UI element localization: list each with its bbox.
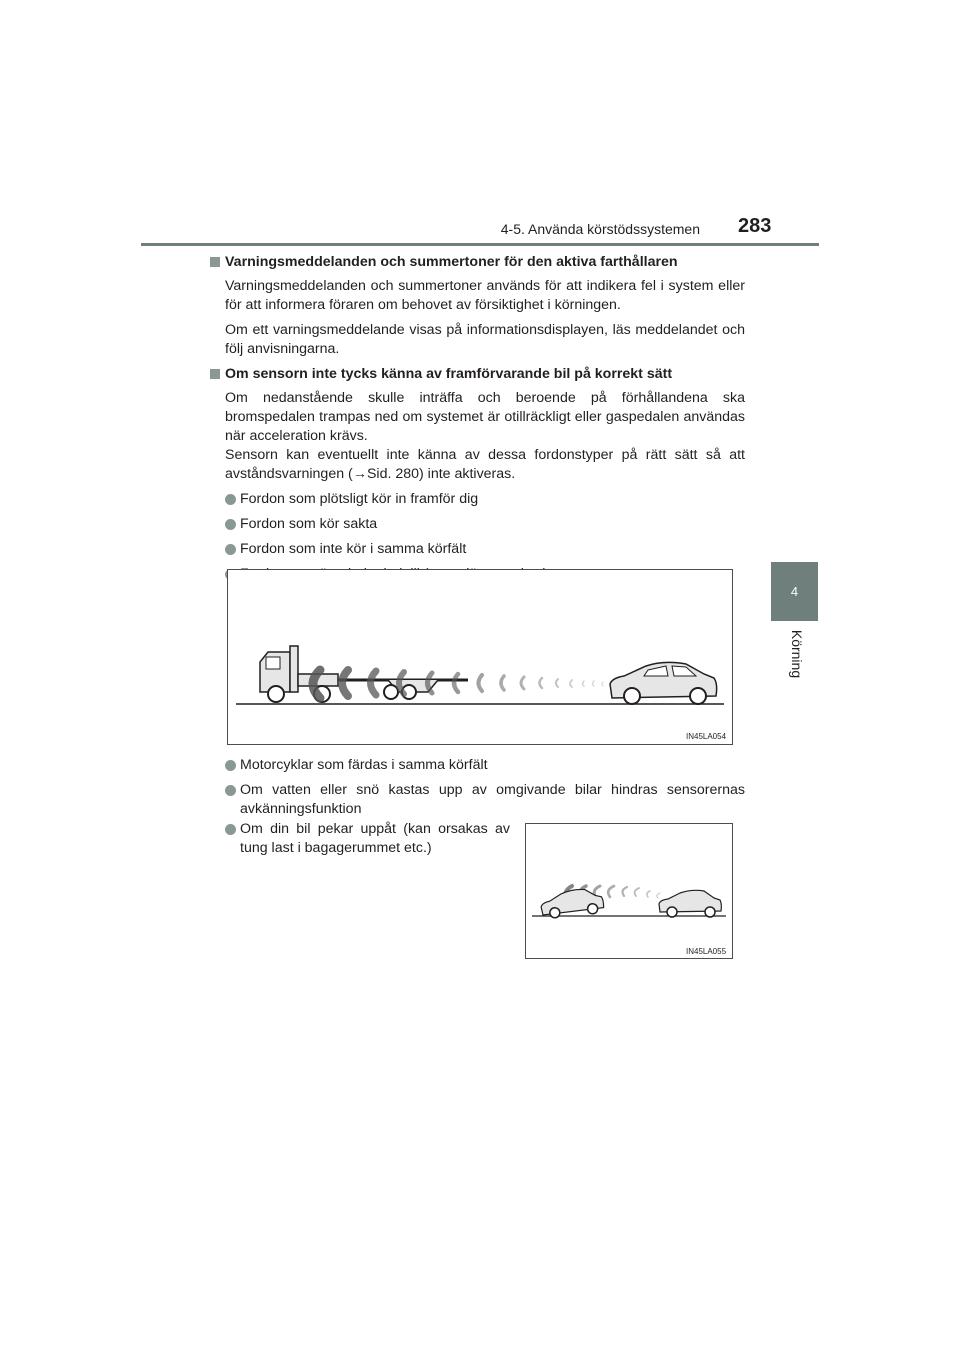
paragraph: Om ett varningsmeddelande visas på informationsdisplayen, läs meddelandet och följ anvisningarna.	[225, 322, 745, 357]
lower-list	[210, 756, 745, 825]
bullet-dot-icon	[225, 519, 236, 530]
figure-truck-trailer	[227, 569, 733, 745]
main-content	[210, 253, 745, 590]
page-number: 283	[738, 215, 772, 237]
list-item: Motorcyklar som färdas i samma körfält	[210, 756, 745, 775]
square-bullet-icon	[210, 257, 220, 267]
figure-code: IN45LA055	[686, 947, 727, 956]
list-item: Om vatten eller snö kastas upp av omgivande bilar hindras sensorernas avkänningsfunktion	[210, 781, 745, 819]
header-rule	[141, 243, 819, 246]
header-section-title: 4-5. Använda körstödssystemen	[500, 221, 700, 237]
heading-text: Om sensorn inte tycks känna av framförvarande bil på korrekt sätt	[225, 366, 673, 382]
bullet-dot-icon	[225, 760, 236, 771]
figure-code: IN45LA054	[686, 732, 727, 741]
square-bullet-icon	[210, 369, 220, 379]
list-item: Om din bil pekar uppåt (kan orsakas av tung last i bagagerummet etc.)	[210, 820, 510, 858]
paragraph: Varningsmeddelanden och summertoner används för att indikera fel i system eller för att informera föraren om behovet av försiktighet i körningen.	[225, 278, 745, 313]
truck-trailer-illustration	[228, 570, 732, 744]
bullet-dot-icon	[225, 494, 236, 505]
bullet-dot-icon	[225, 544, 236, 555]
section-heading-warnings	[210, 253, 745, 272]
bullet-dot-icon	[225, 824, 236, 835]
list-item-with-figure	[210, 820, 510, 864]
list-item: Fordon som kör sakta	[210, 515, 745, 534]
paragraph-text: Om nedanstående skulle inträffa och beroende på förhållandena ska bromspedalen trampas ned om systemet är otillräckligt eller gaspedalen användas när acceleration krävs.	[225, 390, 745, 444]
paragraph	[210, 389, 745, 484]
list-item: Fordon som plötsligt kör in framför dig	[210, 490, 745, 509]
bullet-dot-icon	[225, 785, 236, 796]
list-item: Fordon som inte kör i samma körfält	[210, 540, 745, 559]
chapter-number: 4	[790, 584, 799, 599]
chapter-label: Körning	[789, 629, 805, 679]
heading-text: Varningsmeddelanden och summertoner för den aktiva farthållaren	[225, 254, 678, 270]
paragraph-text: Sensorn kan eventuellt inte känna av dessa fordonstyper på rätt sätt så att avståndsvarningen (→Sid. 280) inte aktiveras.	[225, 447, 745, 482]
figure-car-pointing-up	[525, 823, 733, 959]
section-heading-sensor	[210, 365, 745, 384]
car-pointing-up-illustration	[526, 824, 732, 958]
